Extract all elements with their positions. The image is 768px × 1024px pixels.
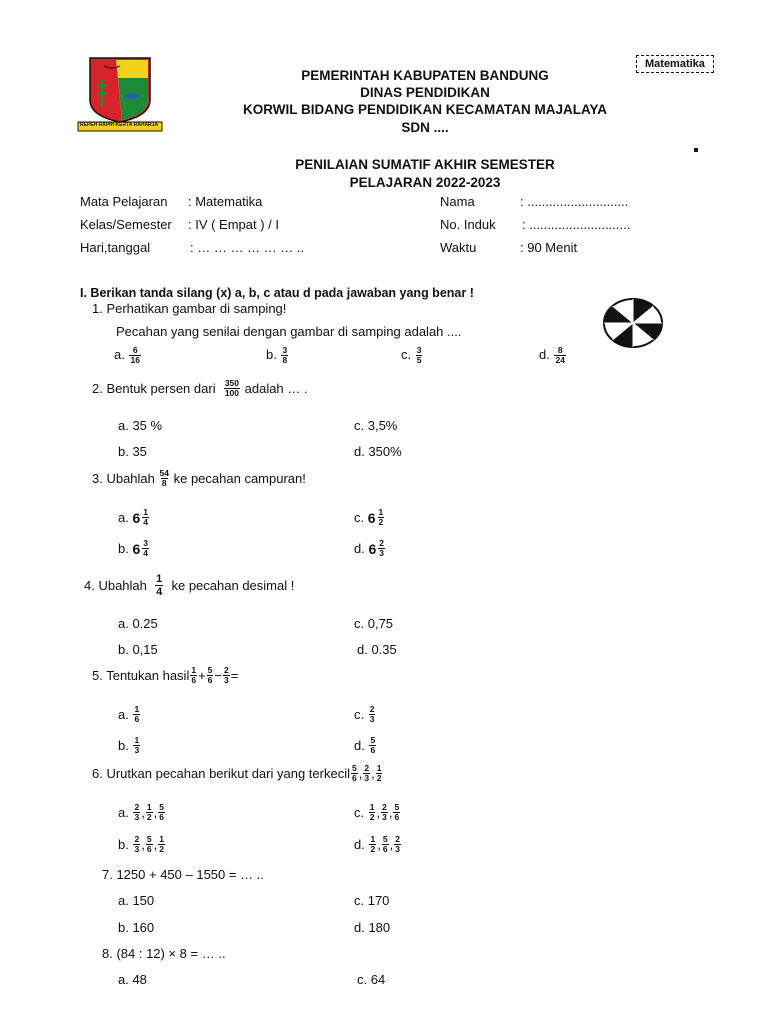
fraction: $\frac{5}{6}$ <box>351 763 357 783</box>
q8-option-c[interactable]: c. 64 <box>357 972 386 987</box>
fraction: $\frac{5}{6}$ <box>370 735 376 755</box>
q5-option-b[interactable]: b. $\frac{1}{3}$ <box>118 735 140 755</box>
q5-option-a[interactable]: a. $\frac{1}{6}$ <box>118 704 140 724</box>
class-value: : IV ( Empat ) / I <box>188 217 280 232</box>
fraction: $\frac{2}{3}$ <box>395 834 400 854</box>
q1-option-c-label: c. <box>401 346 412 362</box>
date-label: Hari,tanggal <box>80 240 151 255</box>
logo-motto: REPEH RAPIH KERTA RAHARJA <box>80 122 159 128</box>
q2-option-c[interactable]: c. 3,5% <box>354 418 398 433</box>
name-field[interactable]: : ............................ <box>520 194 629 209</box>
fraction: $\frac{1}{2}$ <box>369 802 375 822</box>
q1-option-c[interactable] <box>401 346 423 365</box>
mixed-number: 6 $\frac{1}{4}$ <box>132 507 148 527</box>
q3-option-b[interactable]: b. 6 $\frac{3}{4}$ <box>118 538 148 558</box>
q4-option-a[interactable]: a. 0.25 <box>118 616 158 631</box>
date-value: : … … … … … … .. <box>190 240 305 255</box>
fraction: $\frac{1}{6}$ <box>134 704 140 724</box>
fraction: $\frac{3}{8}$ <box>282 345 288 365</box>
fraction: $\frac{2}{3}$ <box>224 665 229 685</box>
q6-text: 6. Urutkan pecahan berikut dari yang terkecil $\frac{5}{6}$ , $\frac{2}{3}$ , $\frac{1}{2}$ <box>92 763 382 783</box>
q4-option-b[interactable]: b. 0,15 <box>118 642 158 657</box>
q1-pie-figure <box>602 297 664 354</box>
q1-option-b[interactable] <box>266 346 289 365</box>
q1-text: 1. Perhatikan gambar di samping! <box>92 301 287 316</box>
mixed-number: 6 $\frac{3}{4}$ <box>132 538 148 558</box>
header-line-2: DINAS PENDIDIKAN <box>360 85 490 100</box>
fraction: $\frac{5}{6}$ <box>159 802 164 822</box>
fraction: $\frac{5}{6}$ <box>207 665 213 685</box>
q1-option-d-label: d. <box>539 346 550 362</box>
fraction: $\frac{5}{6}$ <box>382 834 388 854</box>
q5-option-c[interactable]: c. $\frac{2}{3}$ <box>354 704 375 724</box>
q6-option-c[interactable]: c. $\frac{1}{2}$ , $\frac{2}{3}$ , $\frac{5}{6}$ <box>354 802 400 822</box>
subject-label: Mata Pelajaran <box>80 194 168 209</box>
exam-year: PELAJARAN 2022-2023 <box>349 175 501 190</box>
q4-option-c[interactable]: c. 0,75 <box>354 616 394 631</box>
header-line-4: SDN .... <box>401 120 449 135</box>
q7-option-a[interactable]: a. 150 <box>118 893 155 908</box>
q7-option-d[interactable]: d. 180 <box>354 920 391 935</box>
fraction: $\frac{2}{3}$ <box>382 802 387 822</box>
time-label: Waktu <box>440 240 477 255</box>
fraction: $\frac{1}{2}$ <box>376 763 382 783</box>
q3-option-a[interactable]: a. 6 $\frac{1}{4}$ <box>118 507 148 527</box>
q8-option-a[interactable]: a. 48 <box>118 972 147 987</box>
q3-option-d[interactable]: d. 6 $\frac{2}{3}$ <box>354 538 384 558</box>
q2-option-a[interactable]: a. 35 % <box>118 418 163 433</box>
q1-subtext: Pecahan yang senilai dengan gambar di samping adalah .... <box>116 324 462 339</box>
fraction: $\frac{3}{5}$ <box>416 345 422 365</box>
q5-option-d[interactable]: d. $\frac{5}{6}$ <box>354 735 376 755</box>
fraction: $\frac{2}{3}$ <box>369 704 375 724</box>
fraction: $\frac{1}{2}$ <box>146 802 152 822</box>
header-line-3: KORWIL BIDANG PENDIDIKAN KECAMATAN MAJALAYA <box>242 102 608 117</box>
q7-text: 7. 1250 + 450 – 1550 = … .. <box>102 867 264 882</box>
q7-option-b[interactable]: b. 160 <box>118 920 155 935</box>
q2-text: 2. Bentuk persen dari $\frac{350}{100}$ adalah … . <box>92 378 308 398</box>
fraction: $\frac{6}{16}$ <box>130 345 140 365</box>
q2-option-b[interactable]: b. 35 <box>118 444 147 459</box>
class-label: Kelas/Semester <box>80 217 172 232</box>
subject-value: : Matematika <box>188 194 263 209</box>
fraction: $\frac{1}{2}$ <box>370 834 376 854</box>
fraction: $\frac{2}{3}$ <box>134 834 140 854</box>
q7-option-c[interactable]: c. 170 <box>354 893 390 908</box>
exam-title: PENILAIAN SUMATIF AKHIR SEMESTER <box>295 157 555 172</box>
fraction: $\frac{5}{6}$ <box>394 802 400 822</box>
fraction: $\frac{2}{3}$ <box>364 763 370 783</box>
fraction: $\frac{1}{3}$ <box>134 735 140 755</box>
subject-tag: Matematika <box>636 55 714 73</box>
fraction: $\frac{1}{2}$ <box>159 834 164 854</box>
fraction: $\frac{1}{6}$ <box>191 665 197 685</box>
student-id-label: No. Induk <box>440 217 496 232</box>
q3-option-c[interactable]: c. 6 $\frac{1}{2}$ <box>354 507 384 527</box>
q1-option-a-label: a. <box>114 346 125 362</box>
mixed-number: 6 $\frac{1}{2}$ <box>367 507 384 527</box>
q1-option-a[interactable] <box>114 346 142 365</box>
q1-option-b-label: b. <box>266 346 277 362</box>
q6-option-b[interactable]: b. $\frac{2}{3}$ , $\frac{5}{6}$ , $\frac{1}{2}$ <box>118 834 164 854</box>
q4-text: 4. Ubahlah $\frac{1}{4}$ ke pecahan desimal ! <box>84 573 295 598</box>
section-instruction: I. Berikan tanda silang (x) a, b, c atau d pada jawaban yang benar ! <box>80 286 474 300</box>
fraction: $\frac{1}{4}$ <box>156 573 163 598</box>
header-line-1: PEMERINTAH KABUPATEN BANDUNG <box>301 68 549 83</box>
q6-option-d[interactable]: d. $\frac{1}{2}$ , $\frac{5}{6}$ , $\frac{2}{3}$ <box>354 834 400 854</box>
q4-option-d[interactable]: d. 0.35 <box>357 642 397 657</box>
q5-text: 5. Tentukan hasil $\frac{1}{6}$ + $\frac{5}{6}$ − $\frac{2}{3}$ = <box>92 665 239 685</box>
mixed-number: 6 $\frac{2}{3}$ <box>368 538 384 558</box>
pie-circle-icon <box>602 297 664 349</box>
dot-mark <box>694 148 698 152</box>
fraction: $\frac{2}{3}$ <box>134 802 140 822</box>
q2-option-d[interactable]: d. 350% <box>354 444 402 459</box>
q6-option-a[interactable]: a. $\frac{2}{3}$ , $\frac{1}{2}$ , $\frac{5}{6}$ <box>118 802 164 822</box>
student-id-field[interactable]: : ............................ <box>522 217 631 232</box>
name-label: Nama <box>440 194 475 209</box>
fraction: $\frac{5}{6}$ <box>146 834 152 854</box>
q1-option-d[interactable] <box>539 346 567 365</box>
fraction: $\frac{8}{24}$ <box>555 345 565 365</box>
q8-text: 8. (84 : 12) × 8 = … .. <box>102 946 226 961</box>
fraction: $\frac{54}{8}$ <box>159 468 169 488</box>
fraction: $\frac{350}{100}$ <box>224 378 239 398</box>
time-value: : 90 Menit <box>520 240 578 255</box>
q3-text: 3. Ubahlah $\frac{54}{8}$ ke pecahan campuran! <box>92 468 306 488</box>
